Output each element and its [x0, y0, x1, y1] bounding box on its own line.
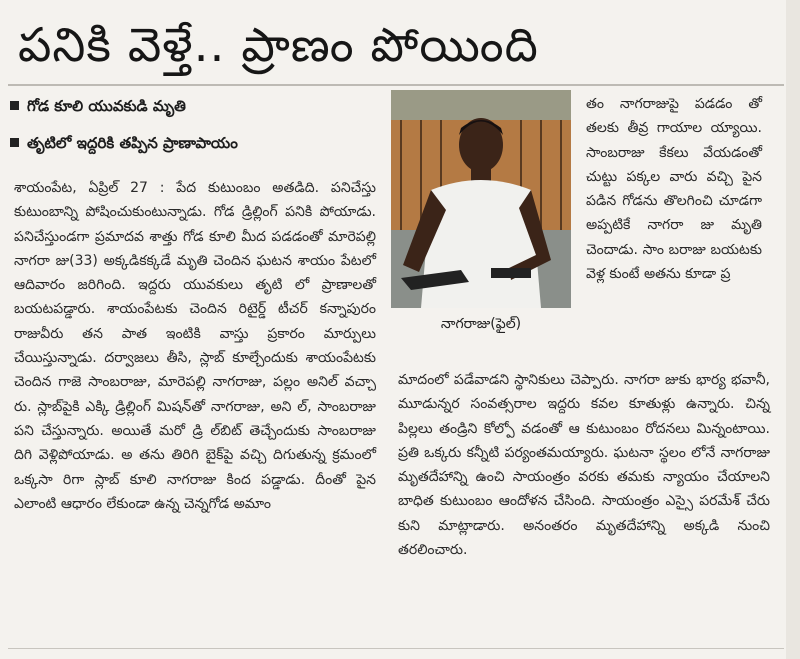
article-right-column-bottom	[398, 368, 770, 562]
news-photo	[391, 90, 571, 308]
article-right-bottom-text: మాదంలో పడేవాడని స్థానికులు చెప్పారు. నాగరా జుకు భార్య భవానీ, మూడున్నర సంవత్సరాల ఇద్దరు కవల కూతుళ్లు ఉన్నారు. చిన్న పిల్లలు తండ్రిని కోల్పో వడంతో ఆ కుటుంబం రోదనలు మిన్నంటాయి. ప్రతి ఒక్కరు కన్నీటి పర్యంతమయ్యారు. ఘటనా స్థలం లోనే నాగరాజు మృతదేహాన్ని ఉంచి సాయంత్రం వరకు తమకు న్యాయం చేయాలని బాధిత కుటుంబం ఆందోళన చేసింది. సాయంత్రం ఎస్సై పరమేశ్ చేరు కుని మాట్లాడారు. అనంతరం మృతదేహాన్ని అక్కడి నుంచి తరలించారు.	[398, 372, 770, 559]
subhead-2	[10, 134, 238, 156]
headline-rule	[8, 84, 784, 86]
article-right-column-top	[586, 92, 762, 286]
article-left-text: శాయంపేట, ఏప్రిల్ 27 : పేద కుటుంబం అతడిది. పనిచేస్తు కుటుంబాన్ని పోషించుకుంటున్నాడు. గోడ డ్రిల్లింగ్ పనికి పోయాడు. పనిచేస్తుండగా ప్రమాదవ శాత్తు గోడ కూలి మీద పడడంతో మారెపల్లి నాగరా జు(33) అక్కడికక్కడే మృతి చెందిన ఘటన శాయం పేటలో ఆదివారం జరిగింది. ఇద్దరు యువకులు తృటి లో ప్రాణాలతో బయటపడ్డారు. శాయంపేటకు చెందిన రిటైర్డ్ టీచర్ కన్నాపురం రాజువీరు తన పాత ఇంటికి వాస్తు ప్రకారం మార్పులు చేయిస్తున్నాడు. దర్వాజలు తీసి, స్లాబ్ కూల్చేందుకు శాయంపేటకు చెందిన గాజె సాంబరాజు, మారెపల్లి నాగరాజు, పల్లం అనిల్ వచ్చా రు. స్లాబ్‌పైకి ఎక్కి డ్రిల్లింగ్ మిషన్‌తో నాగరాజు, అని ల్, సాంబరాజు పని చేస్తున్నారు. అయితే మరో డ్రి ల్‌బిట్ తెచ్చేందుకు సాంబరాజు దిగి వెళ్లిపోయాడు. అ తను తిరిగి బైక్‌పై వచ్చి దిగుతున్న క్రమంలో ఒక్కసా రిగా స్లాబ్ కూలి నాగరాజు కింద పడ్డాడు. దీంతో పైన ఎలాంటి ఆధారం లేకుండా ఉన్న చెన్నగోడ అమాం	[14, 180, 376, 512]
article-left-column	[14, 176, 376, 516]
photo-illustration	[391, 90, 571, 308]
bullet-icon	[10, 138, 19, 147]
page-edge	[786, 0, 800, 659]
subhead-1	[10, 97, 186, 119]
article-right-top-text: తం నాగరాజుపై పడడం తో తలకు తీవ్ర గాయాల య్యాయి. సాంబరాజు కేకలు వేయడంతో చుట్టు పక్కల వారు వచ్చి పైన పడిన గోడను తొలగించి చూడగా అప్పటికే నాగరా జు మృతి చెందాడు. సాం బరాజు బయటకు వెళ్ల కుంటే అతను కూడా ప్ర	[586, 96, 762, 283]
headline: పనికి వెళ్తే.. ప్రాణం పోయింది	[18, 18, 539, 73]
bottom-rule	[8, 648, 784, 649]
photo-caption: నాగరాజు(ఫైల్)	[440, 316, 522, 332]
subhead-1-text: గోడ కూలి యువకుడి మృతి	[27, 97, 186, 115]
subhead-2-text: తృటిలో ఇద్దరికి తప్పిన ప్రాణాపాయం	[27, 134, 238, 152]
bullet-icon	[10, 101, 19, 110]
